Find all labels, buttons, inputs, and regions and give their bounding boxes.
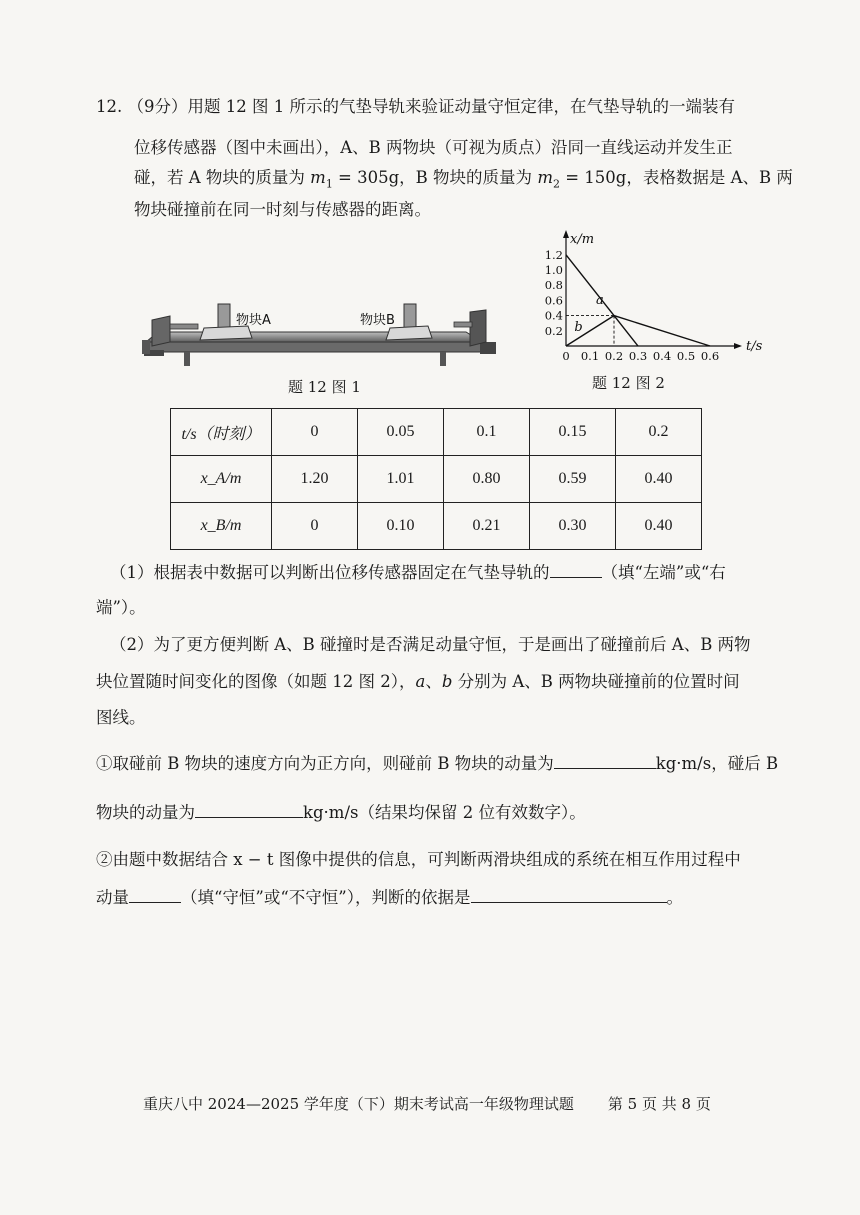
mass-sub-2: 2 bbox=[552, 177, 560, 191]
table-cell: 0.40 bbox=[616, 456, 702, 503]
y-tick-label: 0.6 bbox=[544, 293, 563, 308]
x-axis-arrow bbox=[734, 343, 742, 349]
question-line-2: 位移传感器（图中未画出），A、B 两物块（可视为质点）沿同一直线运动并发生正 bbox=[134, 138, 733, 157]
table-cell: 1.01 bbox=[358, 456, 444, 503]
footer-title: 重庆八中 2024—2025 学年度（下）期末考试高一年级物理试题 bbox=[143, 1095, 574, 1113]
answer-blank-4[interactable] bbox=[129, 886, 181, 903]
table-row-time bbox=[171, 409, 702, 456]
mass-symbol-1: m bbox=[310, 168, 326, 187]
table-cell: 0.80 bbox=[444, 456, 530, 503]
series-line-b bbox=[566, 316, 614, 346]
x-tick-label: 0.3 bbox=[628, 349, 648, 363]
cart-b-flag bbox=[404, 304, 416, 330]
series-line-after-2 bbox=[614, 316, 638, 346]
part-2-line-1: （2）为了更方便判断 A、B 碰撞时是否满足动量守恒，于是画出了碰撞前后 A、B 两物 bbox=[110, 635, 751, 654]
sub-1-text-post: kg·m/s（结果均保留 2 位有效数字）。 bbox=[303, 803, 586, 822]
cart-a bbox=[200, 326, 252, 340]
question-text-1: （9分）用题 12 图 1 所示的气垫导轨来验证动量守恒定律，在气垫导轨的一端装有 bbox=[127, 97, 735, 116]
y-tick-label: 0.8 bbox=[544, 278, 563, 293]
question-text-3a: 碰，若 A 物块的质量为 bbox=[134, 168, 311, 187]
series-label-a: a bbox=[596, 293, 604, 309]
series-label-b: b bbox=[574, 319, 583, 335]
figure-1-caption: 题 12 图 1 bbox=[288, 378, 361, 396]
series-line-after-3 bbox=[614, 316, 710, 346]
page-number: 第 5 页 共 8 页 bbox=[607, 1095, 711, 1113]
table-header-xb: x_B/m bbox=[171, 503, 272, 550]
mass-value-1: = 305g，B 物块的质量为 bbox=[332, 168, 538, 187]
part-2-text: 块位置随时间变化的图像（如题 12 图 2）， bbox=[96, 672, 416, 691]
table-cell: 0 bbox=[272, 503, 358, 550]
sub-2-line-2 bbox=[96, 886, 683, 909]
mass-symbol-2: m bbox=[537, 168, 553, 187]
table-cell: 0.15 bbox=[530, 409, 616, 456]
cart-b-label: 物块B bbox=[360, 313, 395, 328]
y-axis-arrow bbox=[563, 230, 569, 238]
sub-1-text-2: 物块的动量为 bbox=[96, 803, 195, 822]
x-tick-label: 0.5 bbox=[676, 349, 696, 363]
cart-b bbox=[386, 326, 432, 340]
question-line-3 bbox=[134, 167, 793, 195]
y-tick-label: 1.2 bbox=[544, 247, 563, 262]
figure-2-caption: 题 12 图 2 bbox=[592, 374, 665, 392]
air-track-figure bbox=[140, 298, 500, 370]
mass-value-2: = 150g，表格数据是 A、B 两 bbox=[559, 168, 793, 187]
table-cell: 0.30 bbox=[530, 503, 616, 550]
table-header-time: t/s（时刻） bbox=[171, 409, 272, 456]
table-header-xa: x_A/m bbox=[171, 456, 272, 503]
graph-label-b-ref: b bbox=[441, 672, 453, 691]
track-front bbox=[146, 342, 482, 352]
table-row-xa bbox=[171, 456, 702, 503]
y-tick-label: 0.2 bbox=[544, 323, 563, 338]
table-cell: 0 bbox=[272, 409, 358, 456]
xt-graph bbox=[530, 228, 780, 364]
part-1-line-2: 端”）。 bbox=[96, 598, 146, 617]
cart-a-flag bbox=[218, 304, 230, 330]
table-cell: 0.05 bbox=[358, 409, 444, 456]
table-row-xb bbox=[171, 503, 702, 550]
cart-a-label: 物块A bbox=[236, 313, 271, 328]
y-axis-label: x/m bbox=[570, 232, 595, 247]
part-2-text-post: 分别为 A、B 两物块碰撞前的位置时间 bbox=[452, 672, 740, 691]
table-cell: 0.59 bbox=[530, 456, 616, 503]
series-line-a bbox=[566, 255, 614, 316]
question-line-1 bbox=[96, 96, 735, 118]
answer-blank-3[interactable] bbox=[195, 801, 303, 818]
question-number: 12. bbox=[96, 97, 123, 116]
table-cell: 0.40 bbox=[616, 503, 702, 550]
sub-1-unit: kg·m/s，碰后 B bbox=[655, 754, 779, 773]
sub-2-text: 动量 bbox=[96, 888, 129, 907]
x-axis-label: t/s bbox=[746, 339, 763, 354]
table-cell: 0.2 bbox=[616, 409, 702, 456]
answer-blank-5[interactable] bbox=[471, 886, 667, 903]
sub-1-text: ①取碰前 B 物块的速度方向为正方向，则碰前 B 物块的动量为 bbox=[96, 754, 554, 773]
sub-2-text-post: 。 bbox=[666, 888, 683, 907]
sub-1-line-1 bbox=[96, 752, 778, 775]
table-cell: 0.1 bbox=[444, 409, 530, 456]
data-table bbox=[170, 408, 702, 550]
x-tick-label: 0 bbox=[562, 349, 570, 363]
part-1-text-post: （填“左端”或“右 bbox=[601, 563, 726, 582]
graph-label-a-ref: a bbox=[415, 672, 426, 691]
question-line-4: 物块碰撞前在同一时刻与传感器的距离。 bbox=[134, 200, 431, 219]
part-1-text: （1）根据表中数据可以判断出位移传感器固定在气垫导轨的 bbox=[110, 563, 550, 582]
table-cell: 1.20 bbox=[272, 456, 358, 503]
answer-blank-1[interactable] bbox=[550, 561, 602, 578]
part-2-sep: 、 bbox=[425, 672, 442, 691]
x-tick-label: 0.6 bbox=[700, 349, 720, 363]
table-cell: 0.21 bbox=[444, 503, 530, 550]
sub-2-text-mid: （填“守恒”或“不守恒”），判断的依据是 bbox=[181, 888, 471, 907]
y-tick-label: 0.4 bbox=[544, 308, 563, 323]
part-2-line-3: 图线。 bbox=[96, 708, 146, 727]
sub-1-line-2 bbox=[96, 801, 586, 824]
answer-blank-2[interactable] bbox=[554, 752, 656, 769]
page-footer bbox=[143, 1093, 711, 1114]
x-tick-label: 0.4 bbox=[652, 349, 672, 363]
table-cell: 0.10 bbox=[358, 503, 444, 550]
part-2-line-2 bbox=[96, 671, 740, 693]
sub-2-line-1: ②由题中数据结合 x − t 图像中提供的信息，可判断两滑块组成的系统在相互作用过程中 bbox=[96, 850, 741, 869]
x-tick-label: 0.1 bbox=[580, 349, 600, 363]
x-tick-label: 0.2 bbox=[604, 349, 624, 363]
mass-sub-1: 1 bbox=[325, 177, 333, 191]
y-tick-label: 1.0 bbox=[544, 263, 563, 277]
part-1-line-1 bbox=[110, 561, 726, 584]
